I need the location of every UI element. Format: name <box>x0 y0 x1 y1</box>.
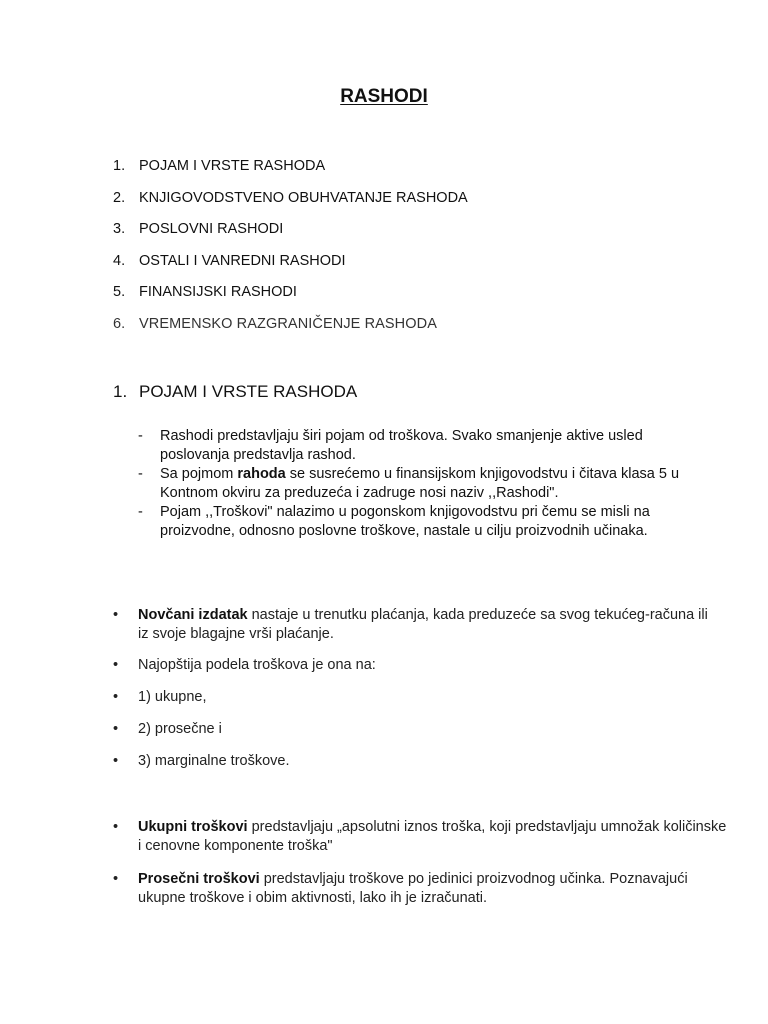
bullet-item-text: predstavljaju troškove po jedinici proizvodnog učinka. Poznavajući ukupne troškove i obim aktivnosti, lako ih je izračunati. <box>138 871 688 906</box>
dash-item <box>138 427 698 465</box>
section-heading <box>113 382 357 402</box>
bullet-item <box>113 870 733 908</box>
bullet-marker: • <box>113 689 119 705</box>
dash-list <box>138 427 698 541</box>
bullet-item-bold: Novčani izdatak <box>138 607 248 623</box>
bullet-item-text: predstavljaju „apsolutni iznos troška, koji predstavljaju umnožak količinske i cenovne komponente troška" <box>138 819 727 854</box>
toc-item-label: POJAM I VRSTE RASHODA <box>139 158 326 174</box>
dash-item-text-pre: Sa pojmom <box>160 466 238 482</box>
bullet-item <box>113 606 713 656</box>
bullet-marker: • <box>113 657 119 673</box>
section-number: 1. <box>113 382 128 401</box>
bullet-item-text: 3) marginalne troškove. <box>138 753 290 769</box>
toc-item <box>113 190 468 222</box>
bullet-item-text: 2) prosečne i <box>138 721 222 737</box>
toc-item-number: 2. <box>113 189 126 206</box>
toc-item-number: 1. <box>113 158 126 174</box>
section-title: POJAM I VRSTE RASHODA <box>139 382 358 401</box>
toc-item-label: OSTALI I VANREDNI RASHODI <box>139 252 346 269</box>
toc-item <box>113 158 468 190</box>
bullet-item <box>113 720 713 752</box>
bullet-item-text: 1) ukupne, <box>138 689 207 705</box>
dash-item-bold: rahoda <box>237 466 286 482</box>
dash-marker: - <box>138 428 143 444</box>
bullet-list <box>113 818 733 908</box>
toc-item-number: 3. <box>113 221 126 237</box>
toc-item-label: POSLOVNI RASHODI <box>139 221 284 237</box>
toc-item-number: 4. <box>113 252 126 269</box>
bullet-item-text: Najopštija podela troškova je ona na: <box>138 657 376 673</box>
dash-marker: - <box>138 466 143 482</box>
bullet-marker: • <box>113 871 119 887</box>
bullet-list <box>113 606 713 784</box>
toc-item-label: VREMENSKO RAZGRANIČENJE RASHODA <box>139 315 437 332</box>
toc-item-number: 5. <box>113 284 126 300</box>
dash-item <box>138 503 698 541</box>
bullet-item <box>113 752 713 784</box>
bullet-item <box>113 818 733 870</box>
toc-item-label: FINANSIJSKI RASHODI <box>139 284 297 300</box>
bullet-marker: • <box>113 721 119 737</box>
toc-item <box>113 253 468 285</box>
dash-item-text: Pojam ,,Troškovi" nalazimo u pogonskom knjigovodstvu pri čemu se misli na proizvodne, odnosno poslovne troškove, nastale u cilju proizvodnih učinaka. <box>160 504 650 539</box>
toc-item <box>113 284 468 316</box>
dash-marker: - <box>138 504 143 520</box>
dash-item <box>138 465 698 503</box>
bullet-marker: • <box>113 607 119 623</box>
bullet-item-bold: Prosečni troškovi <box>138 871 260 887</box>
toc-item-label: KNJIGOVODSTVENO OBUHVATANJE RASHODA <box>139 189 468 206</box>
document-title: RASHODI <box>340 86 428 107</box>
bullet-item <box>113 656 713 688</box>
bullet-item-bold: Ukupni troškovi <box>138 819 248 835</box>
bullet-item-text: nastaje u trenutku plaćanja, kada preduzeće sa svog tekućeg-računa ili iz svoje blagajne vrši plaćanje. <box>138 607 708 642</box>
bullet-marker: • <box>113 753 119 769</box>
dash-item-text-post: se susrećemo u finansijskom knjigovodstvu i čitava klasa 5 u Kontnom okviru za preduzeća i zadruge nosi naziv ,,Rashodi". <box>160 466 680 501</box>
bullet-marker: • <box>113 819 119 835</box>
toc-item <box>113 316 468 348</box>
bullet-item <box>113 688 713 720</box>
toc-item-number: 6. <box>113 315 126 332</box>
table-of-contents <box>113 158 468 347</box>
dash-item-text: Rashodi predstavljaju širi pojam od troškova. Svako smanjenje aktive usled poslovanja predstavlja rashod. <box>160 428 643 463</box>
toc-item <box>113 221 468 253</box>
